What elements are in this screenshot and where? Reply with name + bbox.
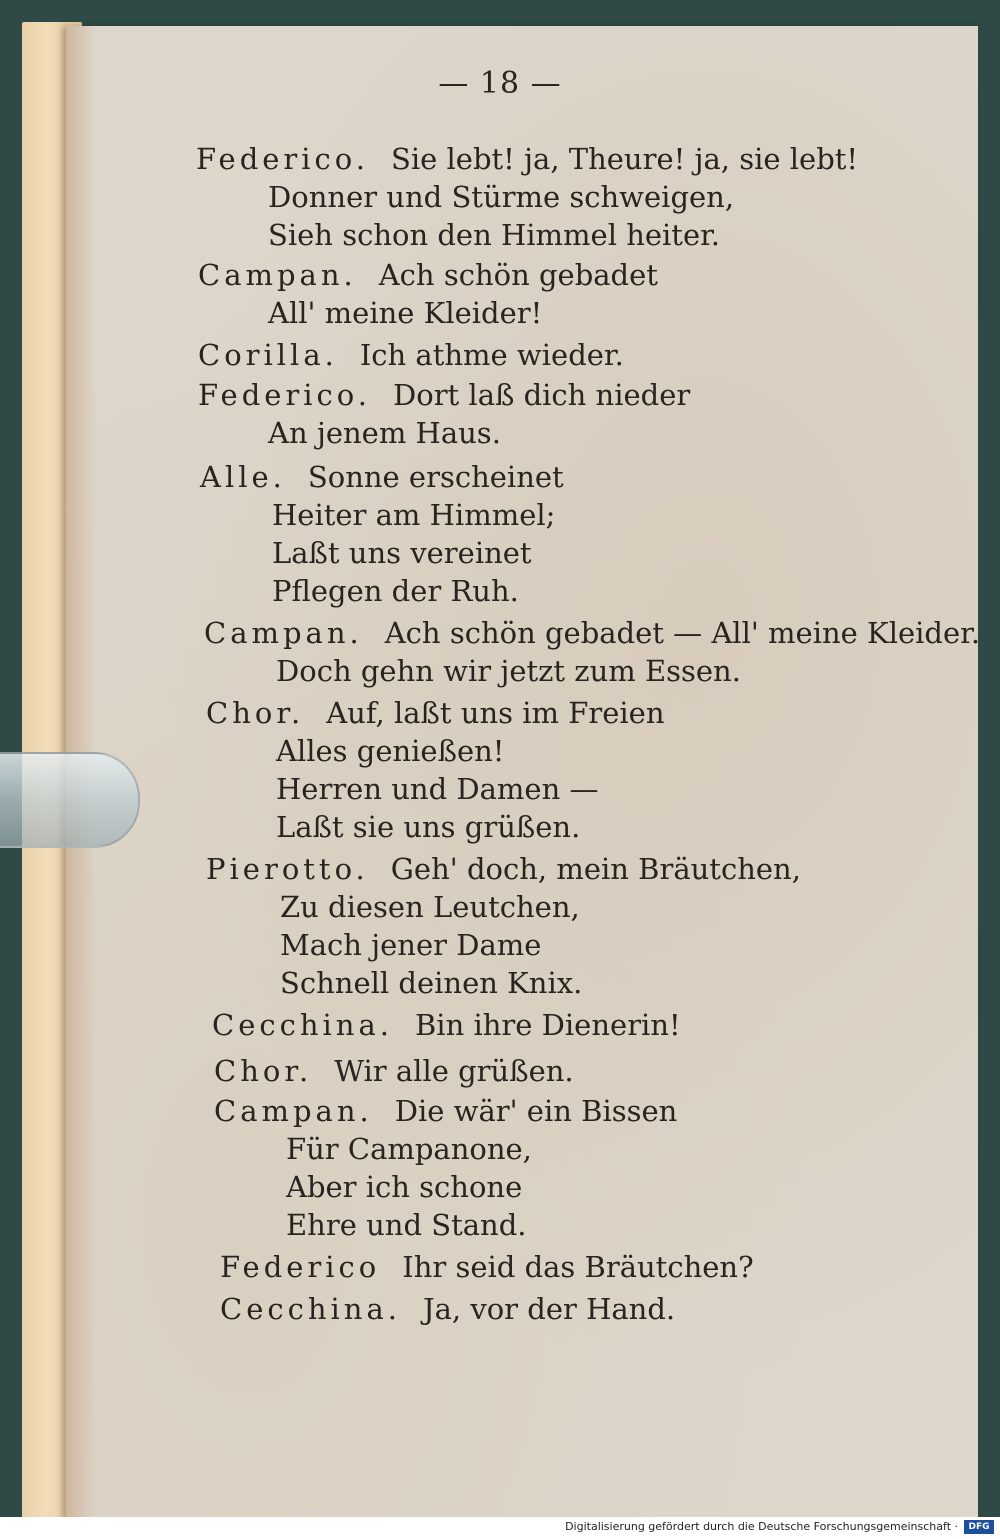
verse-text: Laßt sie uns grüßen. [276,810,581,844]
verse-text: Für Campanone, [286,1132,532,1166]
page-number: — 18 — [438,66,562,101]
text-line [272,574,519,608]
verse-text: Laßt uns vereinet [272,536,532,570]
text-line [280,928,541,962]
verse-text: Ich athme wieder. [359,338,624,372]
verse-text: Schnell deinen Knix. [280,966,583,1000]
glass-page-clip [0,752,140,848]
text-line [214,1054,574,1088]
verse-text: Ach schön gebadet — All' meine Kleider. [384,616,981,650]
footer-credit: Digitalisierung gefördert durch die Deutsche Forschungsgemeinschaft · [565,1520,958,1533]
text-line [198,338,624,372]
text-line [206,852,801,886]
verse-text: An jenem Haus. [268,416,501,450]
speaker-name: Federico. [198,378,371,412]
speaker-name: Cecchina. [212,1008,393,1042]
dfg-logo: DFG [964,1520,994,1534]
speaker-name: Alle. [200,460,286,494]
speaker-name: Federico [220,1250,381,1284]
verse-text: Ach schön gebadet [378,258,658,292]
verse-text: Sieh schon den Himmel heiter. [268,218,721,252]
verse-text: Heiter am Himmel; [272,498,556,532]
text-line [268,296,542,330]
text-line [200,460,564,494]
speaker-name: Campan. [214,1094,373,1128]
verse-text: Mach jener Dame [280,928,542,962]
speaker-name: Campan. [198,258,357,292]
verse-text: Geh' doch, mein Bräutchen, [390,852,801,886]
text-line [198,378,690,412]
speaker-name: Chor. [214,1054,313,1088]
verse-text: Zu diesen Leutchen, [280,890,580,924]
verse-text: Ja, vor der Hand. [422,1292,676,1326]
text-line [276,734,504,768]
verse-text: Ehre und Stand. [286,1208,527,1242]
text-line [214,1094,677,1128]
speaker-name: Federico. [196,142,369,176]
verse-text: Sonne erscheinet [307,460,564,494]
text-line [286,1132,532,1166]
speaker-name: Cecchina. [220,1292,401,1326]
verse-text: Pflegen der Ruh. [272,574,519,608]
verse-text: Doch gehn wir jetzt zum Essen. [276,654,741,688]
verse-text: Bin ihre Dienerin! [414,1008,681,1042]
text-line [196,142,858,176]
verse-text: Alles genießen! [276,734,505,768]
verse-text: Herren und Damen — [276,772,599,806]
text-line [280,890,580,924]
text-line [286,1170,522,1204]
text-line [212,1008,681,1042]
verse-text: All' meine Kleider! [268,296,543,330]
text-line [280,966,582,1000]
text-line [198,258,658,292]
text-line [272,498,555,532]
text-line [220,1292,675,1326]
text-line [272,536,532,570]
footer-bar [0,1517,1000,1539]
speaker-name: Chor. [206,696,305,730]
text-line [204,616,980,650]
text-line [268,416,501,450]
text-line [286,1208,527,1242]
text-line [276,654,741,688]
verse-text: Dort laß dich nieder [392,378,691,412]
text-line [276,772,598,806]
text-line [268,180,734,214]
speaker-name: Pierotto. [206,852,369,886]
verse-text: Wir alle grüßen. [334,1054,574,1088]
text-line [268,218,720,252]
text-line [206,696,665,730]
verse-text: Auf, laßt uns im Freien [326,696,665,730]
text-line [220,1250,754,1284]
verse-text: Ihr seid das Bräutchen? [402,1250,754,1284]
text-line [276,810,580,844]
speaker-name: Corilla. [198,338,338,372]
verse-text: Aber ich schone [286,1170,523,1204]
verse-text: Sie lebt! ja, Theure! ja, sie lebt! [390,142,859,176]
speaker-name: Campan. [204,616,363,650]
verse-text: Die wär' ein Bissen [394,1094,678,1128]
verse-text: Donner und Stürme schweigen, [268,180,735,214]
